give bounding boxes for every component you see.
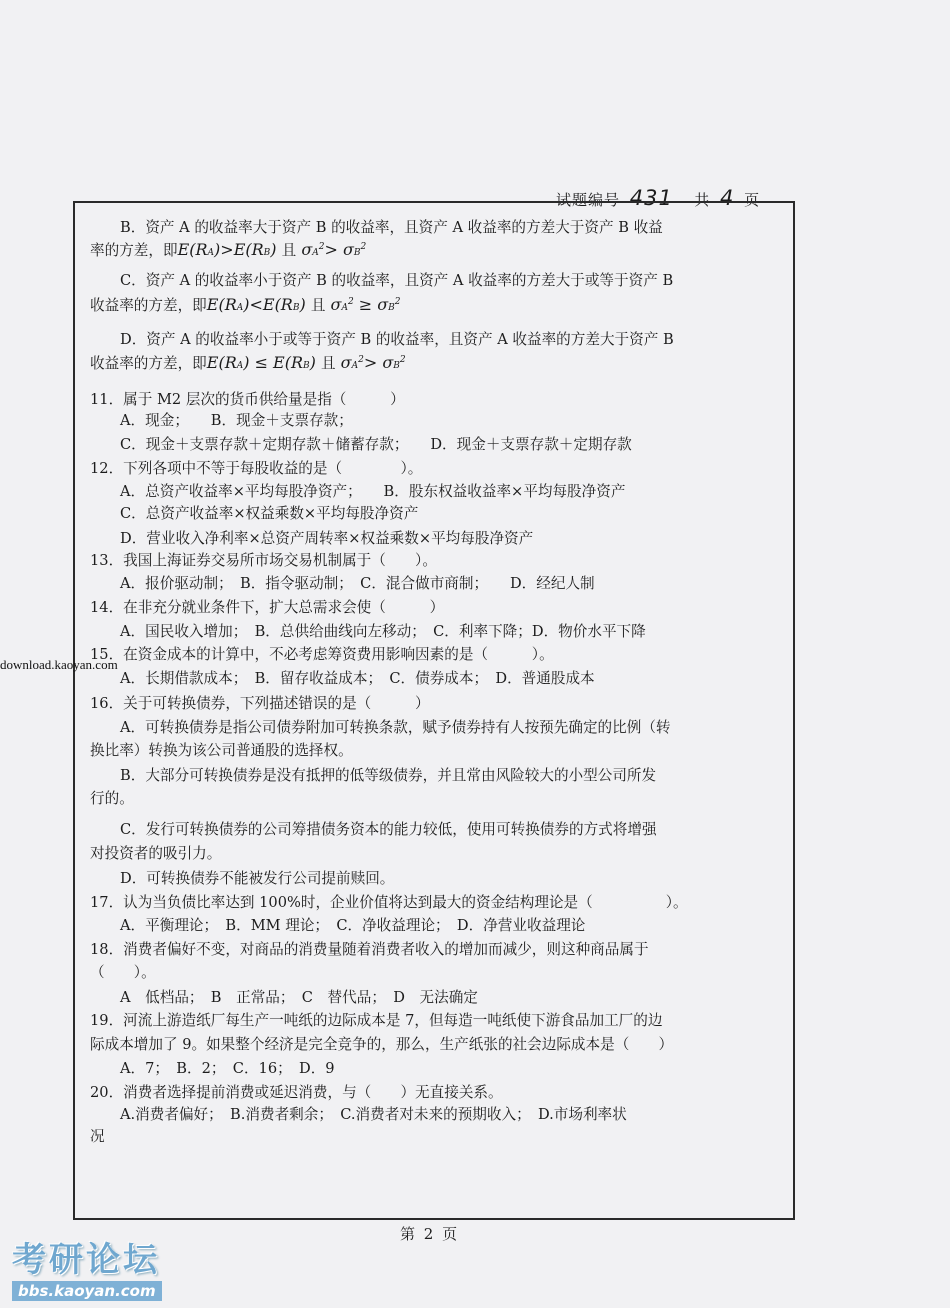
q16-stem: 16．关于可转换债券，下列描述错误的是（ ） [90,695,430,712]
q16-option-c-line2: 对投资者的吸引力。 [90,845,222,862]
q16-option-b-line1: B．大部分可转换债券是没有抵押的低等级债券，并且常由风险较大的小型公司所发 [120,767,657,784]
q16-option-a-line2: 换比率）转换为该公司普通股的选择权。 [90,742,353,759]
page-suffix: 页 [442,1225,460,1243]
page-footer [400,1223,459,1244]
q12-stem: 12．下列各项中不等于每股收益的是（ ）。 [90,460,423,477]
watermark-url: download.kaoyan.com [0,657,118,672]
q14-stem: 14．在非充分就业条件下，扩大总需求会使（ ） [90,599,445,616]
q17-options: A．平衡理论； B．MM 理论； C．净收益理论； D．净营业收益理论 [120,917,586,934]
q12-options-ab: A．总资产收益率×平均每股净资产； B．股东权益收益率×平均每股净资产 [120,483,626,500]
logo-title: 考研论坛 [12,1240,160,1280]
q10-option-d-line1: D．资产 A 的收益率小于或等于资产 B 的收益率，且资产 A 收益率的方差大于资产 B [120,331,674,348]
q18-options: A 低档品； B 正常品； C 替代品； D 无法确定 [120,989,478,1006]
q17-stem: 17．认为当负债比率达到 100%时，企业价值将达到最大的资金结构理论是（ ）。 [90,894,688,911]
q15-options: A．长期借款成本； B．留存收益成本； C．债券成本； D．普通股成本 [120,670,595,687]
page-number: 2 [423,1225,436,1243]
total-prefix: 共 [694,191,711,209]
q16-option-b-line2: 行的。 [90,790,134,807]
q11-stem: 11．属于 M2 层次的货币供给量是指（ ） [90,391,405,408]
kaoyan-logo [12,1232,212,1300]
q16-option-d: D．可转换债券不能被发行公司提前赎回。 [120,870,395,887]
q14-options: A．国民收入增加； B．总供给曲线向左移动； C．利率下降；D．物价水平下降 [120,623,646,640]
q10-b-formula: E(RA)>E(RB) 且 $\sigma A^2> \sigma B^2$ [177,240,367,259]
q10-d-formula: E(RA) ≤ E(RB) 且 $\sigma A^2> \sigma B^2$ [206,353,406,372]
q10-option-c-line1: C．资产 A 的收益率小于资产 B 的收益率，且资产 A 收益率的方差大于或等于资产 B [120,272,674,289]
page-prefix: 第 [400,1225,418,1243]
q20-stem: 20．消费者选择提前消费或延迟消费，与（ ）无直接关系。 [90,1084,503,1101]
q19-stem-line2: 际成本增加了 9。如果整个经济是完全竞争的，那么，生产纸张的社会边际成本是（ ） [90,1036,674,1053]
total-pages: 4 [720,186,735,210]
q10-option-b-line2: 率的方差，即E(RA)>E(RB) 且 $\sigma A^2> \sigma B^2$ [90,240,367,259]
total-suffix: 页 [744,191,761,209]
q20-options-continued: 况 [90,1128,105,1145]
q19-options: A．7； B．2； C．16； D．9 [120,1060,335,1077]
q11-options-ab: A．现金； B．现金＋支票存款； [120,412,353,429]
q15-stem: 15．在资金成本的计算中，不必考虑筹资费用影响因素的是（ ）。 [90,646,554,663]
q18-stem-line1: 18．消费者偏好不变，对商品的消费量随着消费者收入的增加而减少，则这种商品属于 [90,941,649,958]
exam-code: 431 [629,186,673,210]
logo-url: bbs.kaoyan.com [12,1281,162,1301]
q13-stem: 13．我国上海证券交易所市场交易机制属于（ ）。 [90,552,437,569]
q10-c-formula: E(RA)<E(RB) 且 $\sigma A^2 \ge \sigma B^2$ [206,295,401,314]
q16-option-a-line1: A．可转换债券是指公司债券附加可转换条款，赋予债券持有人按预先确定的比例（转 [120,719,671,736]
q12-option-d: D．营业收入净利率×总资产周转率×权益乘数×平均每股净资产 [120,530,534,547]
q20-options: A.消费者偏好； B.消费者剩余； C.消费者对未来的预期收入； D.市场利率状 [120,1106,627,1123]
q10-option-c-line2: 收益率的方差，即E(RA)<E(RB) 且 $\sigma A^2 \ge \sigma B^2$ [90,295,401,314]
q12-option-c: C．总资产收益率×权益乘数×平均每股净资产 [120,505,419,522]
q13-options: A．报价驱动制； B．指令驱动制； C．混合做市商制； D．经纪人制 [120,575,595,592]
exam-code-label: 试题编号 [556,191,621,209]
q16-option-c-line1: C．发行可转换债券的公司筹措债务资本的能力较低，使用可转换债券的方式将增强 [120,821,657,838]
q19-stem-line1: 19．河流上游造纸厂每生产一吨纸的边际成本是 7，但每造一吨纸使下游食品加工厂的边 [90,1012,663,1029]
q10-option-d-line2: 收益率的方差，即E(RA) ≤ E(RB) 且 $\sigma A^2> \sigma B^2$ [90,353,406,372]
q11-options-cd: C．现金＋支票存款＋定期存款＋储蓄存款； D．现金＋支票存款＋定期存款 [120,436,632,453]
q18-stem-line2: （ ）。 [90,964,156,981]
q10-option-b-line1: B．资产 A 的收益率大于资产 B 的收益率，且资产 A 收益率的方差大于资产 B 收益 [120,219,663,236]
